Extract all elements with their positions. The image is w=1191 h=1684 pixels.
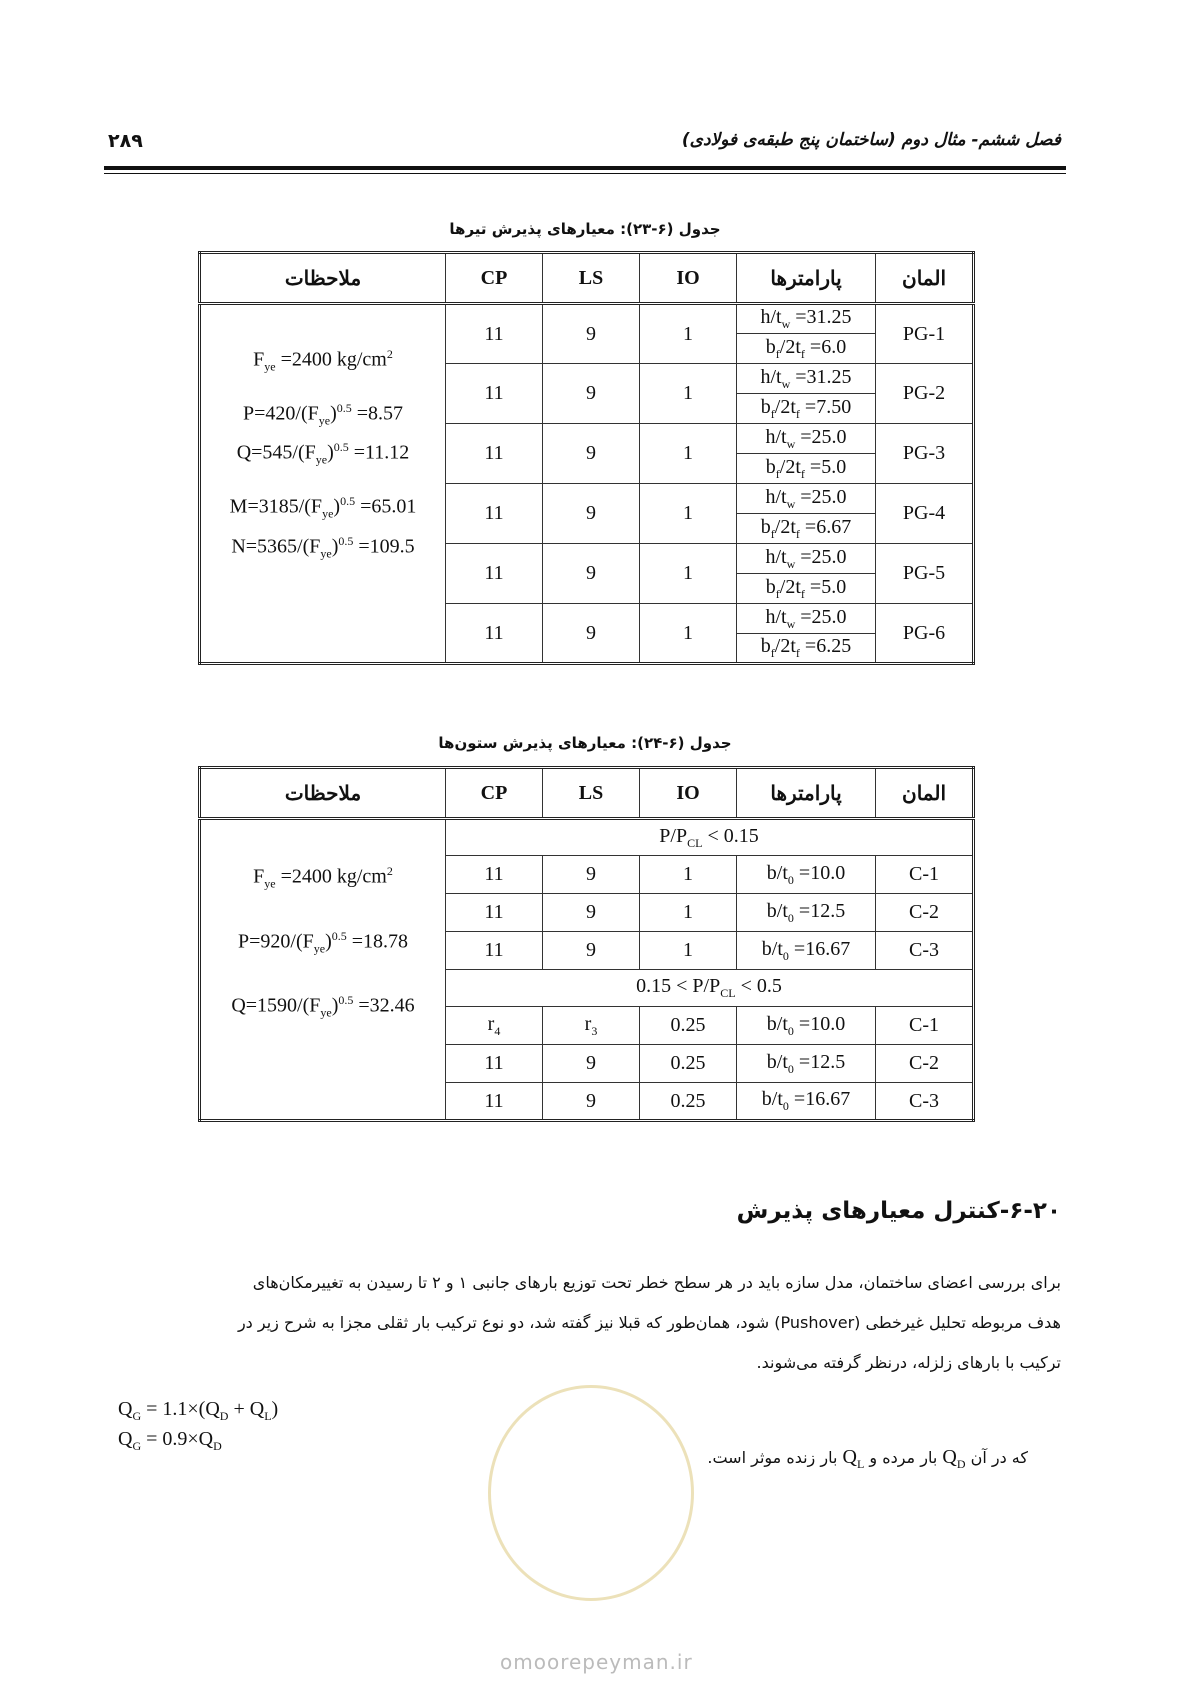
group-label: $0.15 < P/P_{CL} < 0.5$ — [446, 970, 974, 1007]
ls-value: 9 — [543, 604, 640, 664]
paragraph-line: ترکیب با بارهای زلزله، درنظر گرفته می‌شوند. — [756, 1353, 1061, 1372]
io-value: 1 — [640, 856, 737, 894]
cp-value: 11 — [446, 1083, 543, 1121]
chapter-title: فصل ششم- مثال دوم (ساختمان پنج طبقه‌ی فولادی) — [681, 130, 1061, 150]
ls-value: 9 — [543, 424, 640, 484]
io-value: 0.25 — [640, 1045, 737, 1083]
param-value: $b/t_0 =12.5$ — [737, 1045, 876, 1083]
cp-value: 11 — [446, 364, 543, 424]
group-row — [200, 819, 974, 856]
header-ls: LS — [543, 253, 640, 304]
header-io: IO — [640, 253, 737, 304]
ls-value: 9 — [543, 304, 640, 364]
header-params: پارامترها — [737, 253, 876, 304]
cp-value: 11 — [446, 484, 543, 544]
ls-value: 9 — [543, 856, 640, 894]
cp-value: 11 — [446, 894, 543, 932]
cp-value: 11 — [446, 932, 543, 970]
table-row — [200, 304, 974, 334]
element-name: C-1 — [876, 1007, 974, 1045]
watermark-text: omoorepeyman.ir — [500, 1650, 693, 1674]
element-name: C-3 — [876, 932, 974, 970]
header-element: المان — [876, 253, 974, 304]
notes-cell: $F_{ye} =2400$ $kg/cm^2$ $P=920/(F_{ye})^{0.5} =18.78$ $Q=1590/(F_{ye})^{0.5} =32.46$ — [200, 819, 446, 1121]
element-name: PG-1 — [876, 304, 974, 364]
cp-value: 11 — [446, 304, 543, 364]
ls-value: 9 — [543, 1083, 640, 1121]
param-value: $b_f/2t_f =6.0$ — [737, 334, 876, 364]
element-name: C-2 — [876, 1045, 974, 1083]
paragraph-line: هدف مربوطه تحلیل غیرخطی (Pushover) شود، همان‌طور که قبلا نیز گفته شد، دو نوع ترکیب بار ثقلی مجزا به شرح زیر در — [237, 1313, 1061, 1332]
io-value: 1 — [640, 894, 737, 932]
header-params: پارامترها — [737, 768, 876, 819]
load-definition-note: که در آن $Q_D$ بار مرده و $Q_L$ بار زنده موثر است. — [707, 1446, 1028, 1471]
param-value: $h/t_w =31.25$ — [737, 364, 876, 394]
header-rule — [104, 166, 1066, 170]
table1-caption: جدول (۶-۲۳): معیارهای پذیرش تیرها — [449, 220, 721, 238]
param-value: $h/t_w =25.0$ — [737, 484, 876, 514]
io-value: 1 — [640, 604, 737, 664]
param-value: $b_f/2t_f =5.0$ — [737, 454, 876, 484]
param-value: $b/t_0 =16.67$ — [737, 1083, 876, 1121]
element-name: PG-5 — [876, 544, 974, 604]
io-value: 1 — [640, 424, 737, 484]
element-name: PG-2 — [876, 364, 974, 424]
element-name: PG-4 — [876, 484, 974, 544]
cp-value: 11 — [446, 544, 543, 604]
header-rule-thin — [104, 173, 1066, 174]
header-io: IO — [640, 768, 737, 819]
param-value: $h/t_w =31.25$ — [737, 304, 876, 334]
param-value: $h/t_w =25.0$ — [737, 424, 876, 454]
io-value: 1 — [640, 932, 737, 970]
beams-acceptance-table — [198, 251, 975, 665]
param-value: $h/t_w =25.0$ — [737, 604, 876, 634]
param-value: $b/t_0 =10.0$ — [737, 856, 876, 894]
element-name: C-1 — [876, 856, 974, 894]
io-value: 0.25 — [640, 1007, 737, 1045]
cp-value: 11 — [446, 604, 543, 664]
cp-value: 11 — [446, 856, 543, 894]
element-name: PG-3 — [876, 424, 974, 484]
header-element: المان — [876, 768, 974, 819]
header-cp: CP — [446, 768, 543, 819]
cp-value: $r_4$ — [446, 1007, 543, 1045]
cp-value: 11 — [446, 424, 543, 484]
ls-value: 9 — [543, 544, 640, 604]
ls-value: $r_3$ — [543, 1007, 640, 1045]
watermark-seal — [488, 1385, 694, 1601]
ls-value: 9 — [543, 894, 640, 932]
paragraph-line: برای بررسی اعضای ساختمان، مدل سازه باید در هر سطح خطر تحت توزیع بارهای جانبی ۱ و ۲ تا رسیدن به تغییرمکان‌های — [252, 1273, 1061, 1292]
ls-value: 9 — [543, 1045, 640, 1083]
section-heading: ۶-۲۰-کنترل معیارهای پذیرش — [736, 1198, 1061, 1224]
io-value: 1 — [640, 364, 737, 424]
header-ls: LS — [543, 768, 640, 819]
equation-2: $Q_G = 0.9\times Q_D$ — [118, 1428, 222, 1453]
element-name: PG-6 — [876, 604, 974, 664]
io-value: 1 — [640, 484, 737, 544]
io-value: 1 — [640, 304, 737, 364]
columns-acceptance-table — [198, 766, 975, 1122]
header-notes: ملاحظات — [200, 253, 446, 304]
param-value: $h/t_w =25.0$ — [737, 544, 876, 574]
io-value: 0.25 — [640, 1083, 737, 1121]
param-value: $b/t_0 =10.0$ — [737, 1007, 876, 1045]
cp-value: 11 — [446, 1045, 543, 1083]
notes-cell: $F_{ye} =2400$ $kg/cm^2$ $P=420/(F_{ye})^{0.5} =8.57$ $Q=545/(F_{ye})^{0.5} =11.12$ $M=3185/(F_{ye})^{0.5} =65.01$ $N=5365/(F_{ye})^{0.5} =109.5$ — [200, 304, 446, 664]
io-value: 1 — [640, 544, 737, 604]
ls-value: 9 — [543, 484, 640, 544]
page-number: ۲۸۹ — [108, 130, 143, 152]
equation-1: $Q_G = 1.1\times(Q_D + Q_L)$ — [118, 1398, 279, 1423]
element-name: C-2 — [876, 894, 974, 932]
param-value: $b_f/2t_f =6.25$ — [737, 634, 876, 664]
param-value: $b_f/2t_f =6.67$ — [737, 514, 876, 544]
param-value: $b_f/2t_f =7.50$ — [737, 394, 876, 424]
param-value: $b/t_0 =16.67$ — [737, 932, 876, 970]
header-notes: ملاحظات — [200, 768, 446, 819]
ls-value: 9 — [543, 364, 640, 424]
element-name: C-3 — [876, 1083, 974, 1121]
param-value: $b/t_0 =12.5$ — [737, 894, 876, 932]
header-cp: CP — [446, 253, 543, 304]
ls-value: 9 — [543, 932, 640, 970]
group-label: $P/P_{CL} < 0.15$ — [446, 819, 974, 856]
table2-caption: جدول (۶-۲۴): معیارهای پذیرش ستون‌ها — [438, 734, 732, 752]
param-value: $b_f/2t_f =5.0$ — [737, 574, 876, 604]
